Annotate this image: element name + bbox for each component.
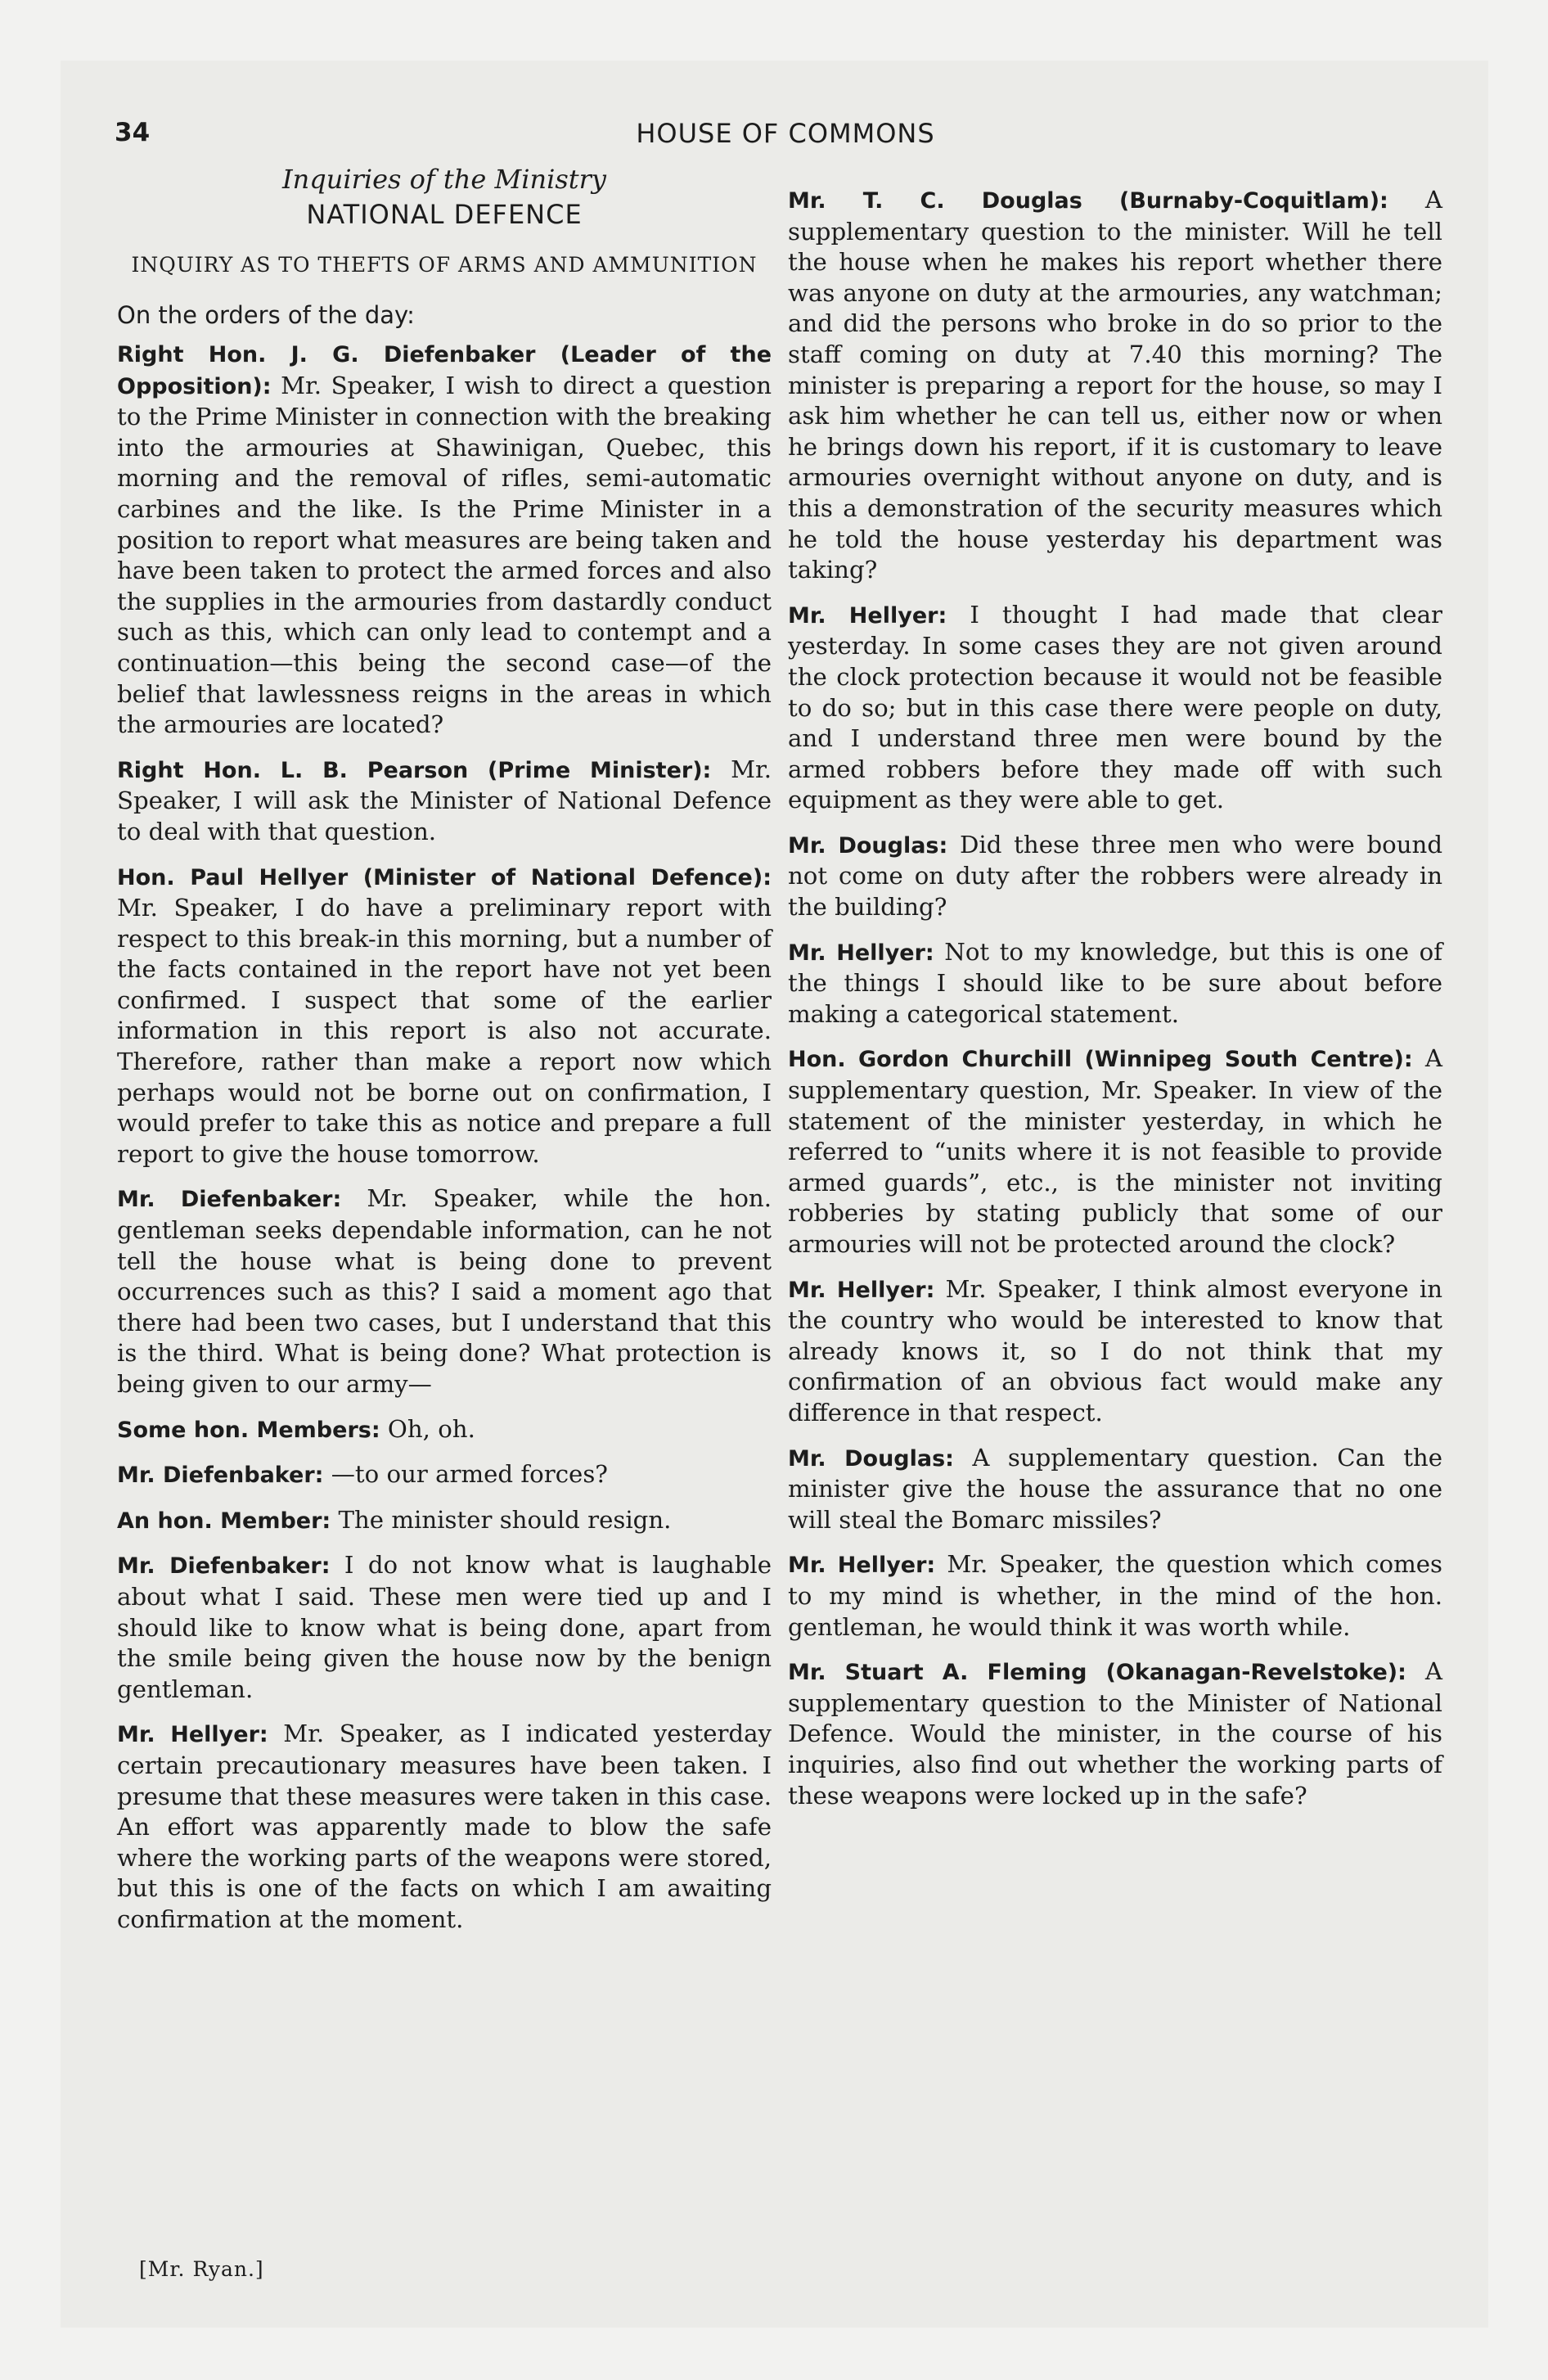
speaker-name: Mr. Hellyer: xyxy=(117,1722,268,1748)
speaker-name: Some hon. Members: xyxy=(117,1417,380,1443)
speaker-name: Mr. Hellyer: xyxy=(788,602,947,629)
speech-text: A supplementary question to the minister. Will he tell the house when he makes his report whether there was anyone on duty at the armouries, any watchman; and did the persons who broke in do so prior to the staff coming on duty at 7.40 this morning? The minister is preparing a report for the house, so may I ask him whether he can tell us, either now or when he brings down his report, if it is customary to leave armouries overnight without anyone on duty, and is this a demonstration of the security measures which he told the house yesterday his department was taking? xyxy=(788,186,1442,584)
journal-title: HOUSE OF COMMONS xyxy=(636,118,935,149)
speech-paragraph xyxy=(117,862,772,1170)
speech-text: The minister should resign. xyxy=(338,1505,672,1534)
speech-text: A supplementary question to the Minister of National Defence. Would the minister, in the course of his inquiries, also find out whether the working parts of these weapons were locked up in the safe? xyxy=(788,1657,1442,1810)
speech-paragraph xyxy=(117,1459,772,1491)
speech-text: Mr. Speaker, I think almost everyone in the country who would be interested to know that already knows it, so I do not think that my confirmation of an obvious fact would make any difference in that respect. xyxy=(788,1274,1443,1427)
speech-text: A supplementary question. Can the minister give the house the assurance that no one will steal the Bomarc missiles? xyxy=(788,1443,1442,1534)
speaker-name: Mr. Diefenbaker: xyxy=(117,1553,331,1580)
speaker-name: Mr. Douglas: xyxy=(788,832,948,859)
speaker-name: Mr. Diefenbaker: xyxy=(117,1187,342,1213)
footer-note: [Mr. Ryan.] xyxy=(139,2257,264,2281)
speech-text: Mr. Speaker, as I indicated yesterday certain precautionary measures have been taken. I presume that these measures were taken in this case. An effort was apparently made to blow the safe where the working parts of the weapons were stored, but this is one of the facts on which I am awaiting confirmation at the moment. xyxy=(117,1720,772,1933)
speech-paragraph xyxy=(788,1549,1442,1643)
speaker-name: Right Hon. L. B. Pearson (Prime Minister): xyxy=(117,757,712,783)
speech-paragraph xyxy=(788,1274,1442,1429)
speaker-name: Mr. Stuart A. Fleming (Okanagan-Revelstoke): xyxy=(788,1660,1406,1686)
speaker-name: Hon. Paul Hellyer (Minister of National Defence): xyxy=(117,864,772,890)
speech-paragraph xyxy=(117,1414,772,1446)
speech-paragraph xyxy=(117,339,772,741)
speech-text: Mr. Speaker, while the hon. gentleman seeks dependable information, can he not tell the house what is being done to prevent occurrences such as this? I said a moment ago that there had been two cases, but I understand that this is the third. What is being done? What protection is being given to our army— xyxy=(117,1184,772,1398)
speech-text: Mr. Speaker, the question which comes to my mind is whether, in the mind of the hon. gentleman, he would think it was worth while. xyxy=(788,1550,1442,1641)
speech-text: Mr. Speaker, I will ask the Minister of National Defence to deal with that question. xyxy=(117,755,772,845)
speech-text: Not to my knowledge, but this is one of the things I should like to be sure about before making a categorical statement. xyxy=(788,937,1443,1028)
section-subtitle: INQUIRY AS TO THEFTS OF ARMS AND AMMUNITION xyxy=(131,253,758,277)
speech-text: Mr. Speaker, I do have a preliminary report with respect to this break-in this morning, but a number of the facts contained in the report have not yet been confirmed. I suspect that some of the earlier information in this report is also not accurate. Therefore, rather than make a report now which perhaps would not be borne out on confirmation, I would prefer to take this as notice and prepare a full report to give the house tomorrow. xyxy=(117,894,772,1168)
speech-paragraph xyxy=(788,1443,1442,1536)
speech-text: I do not know what is laughable about what I said. These men were tied up and I should like to know what is being done, apart from the smile being given the house now by the benign gentleman. xyxy=(117,1551,772,1703)
speech-paragraph xyxy=(117,1550,772,1705)
section-title: NATIONAL DEFENCE xyxy=(306,199,583,230)
section-label: Inquiries of the Ministry xyxy=(282,164,606,195)
speech-paragraph xyxy=(117,1719,772,1935)
speech-text: —to our armed forces? xyxy=(331,1460,608,1489)
speaker-name: Hon. Gordon Churchill (Winnipeg South Centre): xyxy=(788,1047,1413,1073)
speech-text: A supplementary question, Mr. Speaker. In view of the statement of the minister yesterday, in which he referred to “units where it is not feasible to provide armed guards”, etc., is the minister not inviting robberies by stating publicly that some of our armouries will not be protected around the clock? xyxy=(788,1044,1442,1258)
speaker-name: Mr. Hellyer: xyxy=(788,940,934,966)
speech-paragraph xyxy=(788,185,1442,586)
speech-text: I thought I had made that clear yesterday. In some cases they are not given around the clock protection because it would not be feasible to do so; but in this case there were people on duty, and I understand three men were bound by the armed robbers before they made off with such equipment as they were able to get. xyxy=(788,600,1443,814)
orders-of-the-day: On the orders of the day: xyxy=(117,301,415,329)
speech-text: Oh, oh. xyxy=(387,1414,475,1443)
speech-paragraph xyxy=(117,1183,772,1400)
speech-paragraph xyxy=(788,830,1442,923)
speaker-name: Mr. Diefenbaker: xyxy=(117,1463,324,1489)
left-column xyxy=(117,164,772,1950)
speech-paragraph xyxy=(788,937,1442,1030)
speaker-name: Mr. Douglas: xyxy=(788,1445,954,1472)
page-number: 34 xyxy=(115,118,151,147)
speaker-name: Right Hon. J. G. Diefenbaker (Leader of the Opposition): xyxy=(117,342,772,399)
speaker-name: Mr. T. C. Douglas (Burnaby-Coquitlam): xyxy=(788,188,1388,214)
speech-paragraph xyxy=(788,600,1442,816)
speech-paragraph xyxy=(788,1657,1442,1811)
speech-paragraph xyxy=(117,755,772,848)
running-head xyxy=(115,118,1456,159)
speech-text: Did these three men who were bound not come on duty after the robbers were already in the building? xyxy=(788,830,1442,922)
speech-paragraph xyxy=(117,1505,772,1537)
speaker-name: Mr. Hellyer: xyxy=(788,1553,936,1579)
right-column xyxy=(788,185,1442,1825)
speech-paragraph xyxy=(788,1044,1442,1260)
speech-text: Mr. Speaker, I wish to direct a question to the Prime Minister in connection with the breaking into the armouries at Shawinigan, Quebec, this morning and the removal of rifles, semi-automatic carbines and the like. Is the Prime Minister in a position to report what measures are being taken and have been taken to protect the armed forces and also the supplies in the armouries from dastardly conduct such as this, which can only lead to contempt and a continuation—this being the second case—of the belief that lawlessness reigns in the areas in which the armouries are located? xyxy=(117,371,772,739)
speaker-name: Mr. Hellyer: xyxy=(788,1277,935,1303)
speaker-name: An hon. Member: xyxy=(117,1508,331,1534)
